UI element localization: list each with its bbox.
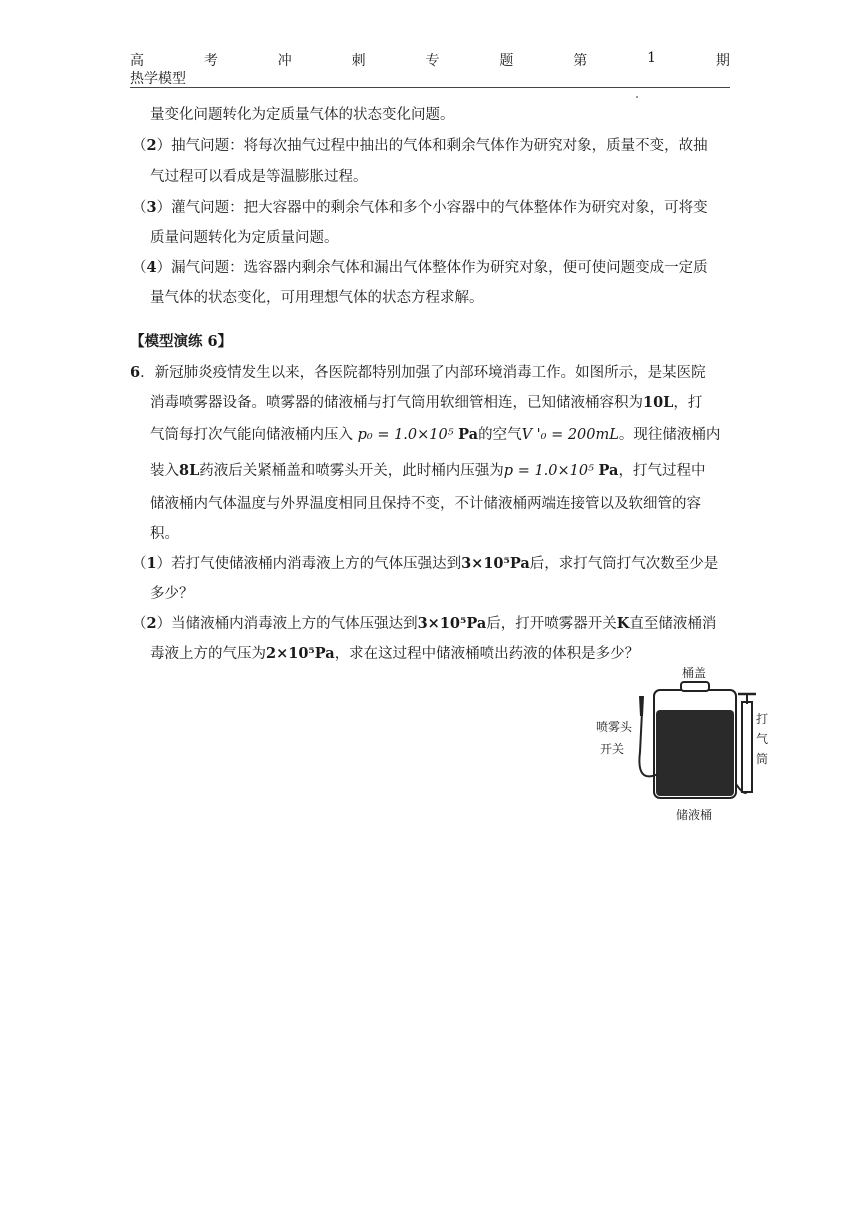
lid-shape xyxy=(681,682,709,691)
section-heading: 【模型演练 6】 xyxy=(130,333,233,350)
question-text: 后，打开喷雾器开关 xyxy=(486,616,617,632)
header-char: 题 xyxy=(499,53,514,69)
question-text: 若打气使储液桶内消毒液上方的气体压强达到 xyxy=(171,556,462,572)
header-char: 专 xyxy=(425,53,440,69)
pressure-value: 3×10⁵Pa xyxy=(461,555,530,572)
problem-line xyxy=(150,459,705,480)
label-lid: 桶盖 xyxy=(682,666,707,680)
label-pump-3: 筒 xyxy=(756,752,769,766)
label-pump-2: 气 xyxy=(756,732,769,746)
question-item: （1）若打气使储液桶内消毒液上方的气体压强达到3×10⁵Pa后，求打气筒打气次数至少是 xyxy=(132,555,719,572)
list-number: 2 xyxy=(146,137,157,154)
header-char: 刺 xyxy=(351,53,366,69)
sprayer-figure xyxy=(596,664,772,824)
label-switch: 开关 xyxy=(600,742,625,756)
header-char: 1 xyxy=(647,50,657,66)
list-item: （4）漏气问题：选容器内剩余气体和漏出气体整体作为研究对象，便可使问题变成一定质 xyxy=(132,259,708,276)
text-line: 量变化问题转化为定质量气体的状态变化问题。 xyxy=(150,107,455,123)
label-pump-1: 打 xyxy=(756,712,769,726)
problem-text: 装入 xyxy=(150,463,179,479)
question-number: 1 xyxy=(146,555,157,572)
list-number: 4 xyxy=(146,259,157,276)
problem-text: ，打 xyxy=(673,395,703,411)
problem-text: 的空气 xyxy=(478,427,522,443)
volume-value: 10L xyxy=(643,394,674,411)
text-line: 气过程可以看成是等温膨胀过程。 xyxy=(150,169,368,185)
question-line: 多少？ xyxy=(150,586,194,602)
formula-v0: V '₀ = 200mL xyxy=(521,427,619,443)
problem-text: 消毒喷雾器设备。喷雾器的储液桶与打气筒用软细管相连，已知储液桶容积为 xyxy=(150,395,643,411)
formula-p0: p₀ = 1.0×10⁵ xyxy=(357,427,454,443)
header-char: 冲 xyxy=(277,53,292,69)
header-subtitle: 热学模型 xyxy=(130,71,186,87)
text-line: 量气体的状态变化，可用理想气体的状态方程求解。 xyxy=(150,290,484,306)
question-line xyxy=(150,642,639,663)
problem-text: 气筒每打次气能向储液桶内压入 xyxy=(150,427,353,443)
list-number: 3 xyxy=(146,199,157,216)
problem-text: 药液后关紧桶盖和喷雾头开关，此时桶内压强为 xyxy=(199,463,504,479)
question-text: ，求在这过程中储液桶喷出药液的体积是多少？ xyxy=(334,646,640,662)
pressure-value: 3×10⁵Pa xyxy=(417,615,487,632)
nozzle-head xyxy=(639,696,644,716)
liquid-volume: 8L xyxy=(179,462,200,479)
switch-k: K xyxy=(616,615,630,632)
pump-tube xyxy=(742,702,752,792)
problem-text: 。现往储液桶内 xyxy=(618,427,721,443)
list-item: （3）灌气问题：把大容器中的剩余气体和多个小容器中的气体整体作为研究对象，可将变 xyxy=(132,199,708,216)
problem-line xyxy=(150,423,720,444)
question-text: 后，求打气筒打气次数至少是 xyxy=(529,556,719,572)
list-text: 漏气问题：选容器内剩余气体和漏出气体整体作为研究对象，便可使问题变成一定质 xyxy=(171,260,708,276)
header-char: 考 xyxy=(203,53,218,69)
header-char: 第 xyxy=(573,53,588,69)
problem-line: 储液桶内气体温度与外界温度相同且保持不变，不计储液桶两端连接管以及软细管的容 xyxy=(150,496,701,512)
question-item: （2）当储液桶内消毒液上方的气体压强达到3×10⁵Pa后，打开喷雾器开关K直至储液桶消 xyxy=(132,615,717,632)
unit-pa: Pa xyxy=(458,426,479,443)
list-text: 灌气问题：把大容器中的剩余气体和多个小容器中的气体整体作为研究对象，可将变 xyxy=(171,200,708,216)
list-text: 抽气问题：将每次抽气过程中抽出的气体和剩余气体作为研究对象，质量不变，故抽 xyxy=(171,138,708,154)
label-tank: 储液桶 xyxy=(676,808,713,822)
question-text: 毒液上方的气压为 xyxy=(150,646,266,662)
problem-number: 6 xyxy=(130,364,141,381)
stray-dot xyxy=(636,96,638,98)
pressure-value: 2×10⁵Pa xyxy=(266,645,335,662)
list-item: （2）抽气问题：将每次抽气过程中抽出的气体和剩余气体作为研究对象，质量不变，故抽 xyxy=(132,137,708,154)
unit-pa: Pa xyxy=(598,462,619,479)
problem-line: 积。 xyxy=(150,526,179,542)
tank-liquid xyxy=(656,710,734,796)
header-divider xyxy=(130,87,730,88)
problem-text: ，打气过程中 xyxy=(618,463,706,479)
question-text: 当储液桶内消毒液上方的气体压强达到 xyxy=(171,616,418,632)
label-nozzle: 喷雾头 xyxy=(596,720,633,734)
formula-p: p = 1.0×10⁵ xyxy=(503,463,594,479)
header-char: 期 xyxy=(715,53,730,69)
header-char: 高 xyxy=(130,53,144,69)
text-line: 质量问题转化为定质量问题。 xyxy=(150,230,339,246)
problem-line: 6．新冠肺炎疫情发生以来，各医院都特别加强了内部环境消毒工作。如图所示，是某医院 xyxy=(130,364,706,381)
problem-line xyxy=(150,391,702,412)
problem-text: 新冠肺炎疫情发生以来，各医院都特别加强了内部环境消毒工作。如图所示，是某医院 xyxy=(154,365,706,381)
question-number: 2 xyxy=(146,615,157,632)
question-text: 直至储液桶消 xyxy=(629,616,717,632)
page-header xyxy=(130,50,730,70)
